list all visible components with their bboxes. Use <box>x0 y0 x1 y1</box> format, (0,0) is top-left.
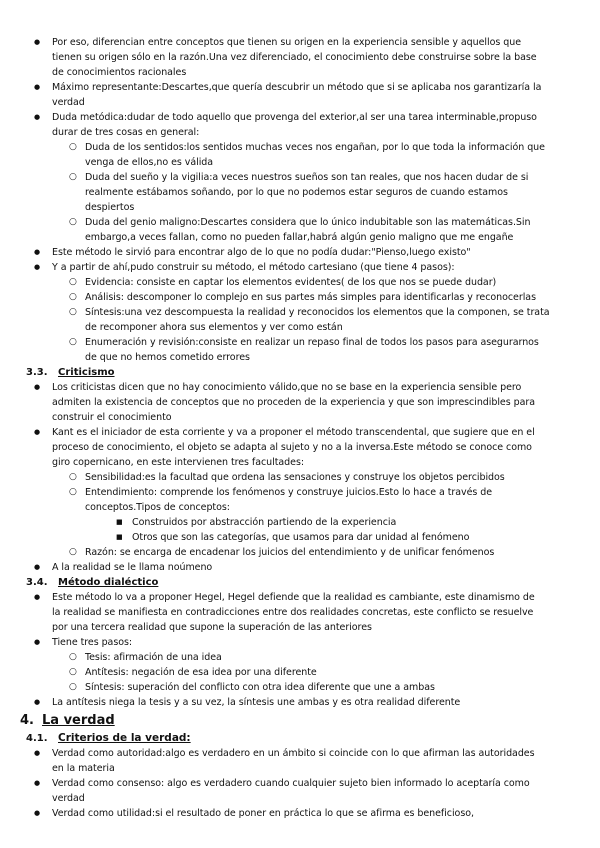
list-item-text: Duda de los sentidos:los sentidos muchas veces nos engañan, por lo que toda la información que <box>85 142 545 153</box>
bullet-marker: ● <box>34 593 41 601</box>
bullet-marker: ○ <box>69 652 77 662</box>
list-item-text: verdad <box>52 793 85 804</box>
list-item-text: admiten la existencia de conceptos que no proceden de la experiencia y que son imprescindibles para <box>52 397 535 408</box>
bullet-marker: ○ <box>69 142 77 152</box>
bullet-marker: ○ <box>69 217 77 227</box>
chapter-number: 4. <box>20 713 34 728</box>
list-item-text: durar de tres cosas en general: <box>52 127 200 138</box>
bullet-marker: ○ <box>69 682 77 692</box>
bullet-marker: ○ <box>69 172 77 182</box>
bullet-marker: ○ <box>69 487 77 497</box>
bullet-marker: ● <box>34 428 41 436</box>
list-item-text: de recomponer ahora sus elementos y ver como están <box>85 322 343 333</box>
list-item-text: Duda metódica:dudar de todo aquello que provenga del exterior,al ser una tarea interminable,propuso <box>52 112 537 123</box>
section-number: 3.4. <box>26 577 48 588</box>
bullet-marker: ○ <box>69 472 77 482</box>
list-item-text: por una tercera realidad que supone la superación de las anteriores <box>52 622 372 633</box>
bullet-marker: ● <box>34 809 41 817</box>
list-item-text: Razón: se encarga de encadenar los juicios del entendimiento y de unificar fenómenos <box>85 547 495 558</box>
list-item-text: Kant es el iniciador de esta corriente y va a proponer el método transcendental, que sugiere que en el <box>52 427 535 438</box>
bullet-marker: ■ <box>116 533 123 541</box>
list-item-text: Los criticistas dicen que no hay conocimiento válido,que no se base en la experiencia sensible pero <box>52 382 522 393</box>
list-item-text: Enumeración y revisión:consiste en realizar un repaso final de todos los pasos para asegurarnos <box>85 337 539 348</box>
list-item-text: Por eso, diferencian entre conceptos que tienen su origen en la experiencia sensible y aquellos que <box>52 37 521 48</box>
list-item-text: Evidencia: consiste en captar los elementos evidentes( de los que nos se puede dudar) <box>85 277 497 288</box>
list-item-text: giro copernicano, en este intervienen tres facultades: <box>52 457 305 468</box>
list-item-text: Antítesis: negación de esa idea por una diferente <box>85 667 317 678</box>
list-item-text: Verdad como autoridad:algo es verdadero en un ámbito si coincide con lo que afirman las autoridades <box>52 748 535 759</box>
list-item-text: verdad <box>52 97 85 108</box>
list-item-text: Sensibilidad:es la facultad que ordena las sensaciones y construye los objetos percibidos <box>85 472 505 483</box>
bullet-marker: ○ <box>69 547 77 557</box>
list-item-text: Síntesis: superación del conflicto con otra idea diferente que une a ambas <box>85 682 435 693</box>
list-item-text: Verdad como utilidad:si el resultado de poner en práctica lo que se afirma es beneficioso, <box>52 808 474 819</box>
list-item-text: Tiene tres pasos: <box>52 637 133 648</box>
chapter-heading: La verdad <box>42 713 115 728</box>
list-item-text: de conocimientos racionales <box>52 67 187 78</box>
section-number: 3.3. <box>26 367 48 378</box>
list-item-text: construir el conocimiento <box>52 412 172 423</box>
list-item-text: realmente estábamos soñando, por lo que no podemos estar seguros de cuando estamos <box>85 187 508 198</box>
list-item-text: Este método lo va a proponer Hegel, Hegel defiende que la realidad es cambiante, este dinamismo de <box>52 592 535 603</box>
bullet-marker: ○ <box>69 307 77 317</box>
bullet-marker: ● <box>34 638 41 646</box>
bullet-marker: ● <box>34 113 41 121</box>
section-heading: Método dialéctico <box>58 577 159 588</box>
section-number: 4.1. <box>26 733 48 744</box>
list-item-text: Otros que son las categorías, que usamos para dar unidad al fenómeno <box>132 532 470 543</box>
bullet-marker: ● <box>34 779 41 787</box>
list-item-text: Este método le sirvió para encontrar algo de lo que no podía dudar:"Pienso,luego existo" <box>52 247 471 258</box>
list-item-text: conceptos.Tipos de conceptos: <box>85 502 230 513</box>
section-heading: Criticismo <box>58 367 115 378</box>
bullet-marker: ● <box>34 248 41 256</box>
list-item-text: Duda del sueño y la vigilia:a veces nuestros sueños son tan reales, que nos hacen dudar de si <box>85 172 529 183</box>
list-item-text: Verdad como consenso: algo es verdadero cuando cualquier sujeto bien informado lo aceptaría como <box>52 778 530 789</box>
list-item-text: venga de ellos,no es válida <box>85 157 214 168</box>
bullet-marker: ● <box>34 83 41 91</box>
section-heading: Criterios de la verdad: <box>58 732 191 744</box>
list-item-text: Construidos por abstracción partiendo de la experiencia <box>132 517 397 528</box>
list-item-text: embargo,a veces fallan, como no pueden fallar,habrá algún genio maligno que me engañe <box>85 232 514 243</box>
bullet-marker: ○ <box>69 277 77 287</box>
list-item-text: la realidad se manifiesta en contradicciones entre dos realidades concretas, este conflicto se resuelve <box>52 607 534 618</box>
list-item-text: Duda del genio maligno:Descartes considera que lo único indubitable son las matemáticas.Sin <box>85 217 531 228</box>
list-item-text: proceso de conocimiento, el objeto se adapta al sujeto y no a la inversa.Este método se conoce como <box>52 442 532 453</box>
list-item-text: de que no hemos cometido errores <box>85 352 250 363</box>
bullet-marker: ○ <box>69 292 77 302</box>
bullet-marker: ○ <box>69 337 77 347</box>
list-item-text: Máximo representante:Descartes,que quería descubrir un método que si se aplicaba nos garantizaría la <box>52 82 542 93</box>
bullet-marker: ● <box>34 263 41 271</box>
list-item-text: en la materia <box>52 763 115 774</box>
bullet-marker: ● <box>34 749 41 757</box>
list-item-text: Entendimiento: comprende los fenómenos y construye juicios.Esto lo hace a través de <box>85 487 493 498</box>
list-item-text: tienen su origen sólo en la razón.Una vez diferenciado, el conocimiento debe construirse sobre la base <box>52 52 537 63</box>
list-item-text: A la realidad se le llama noúmeno <box>52 562 213 573</box>
list-item-text: Síntesis:una vez descompuesta la realidad y reconocidos los elementos que la componen, se trata <box>85 307 550 318</box>
list-item-text: despiertos <box>85 202 135 213</box>
bullet-marker: ● <box>34 38 41 46</box>
bullet-marker: ● <box>34 563 41 571</box>
bullet-marker: ● <box>34 383 41 391</box>
bullet-marker: ○ <box>69 667 77 677</box>
list-item-text: Y a partir de ahí,pudo construir su método, el método cartesiano (que tiene 4 pasos): <box>52 262 455 273</box>
list-item-text: Tesis: afirmación de una idea <box>85 652 222 663</box>
bullet-marker: ● <box>34 698 41 706</box>
bullet-marker: ■ <box>116 518 123 526</box>
list-item-text: La antítesis niega la tesis y a su vez, la síntesis une ambas y es otra realidad diferente <box>52 697 461 708</box>
list-item-text: Análisis: descomponer lo complejo en sus partes más simples para identificarlas y reconocerlas <box>85 292 536 303</box>
